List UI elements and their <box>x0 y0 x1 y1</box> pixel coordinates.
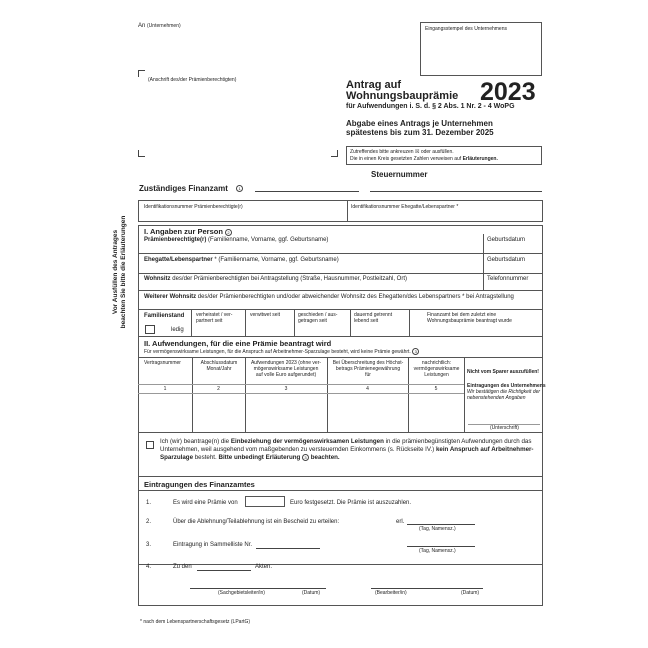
sparer-sub-bold: Eintragungen des Unternehmens <box>467 383 546 389</box>
hint-box <box>346 146 542 165</box>
fa-item3-tag: (Tag, Namensz.) <box>419 548 456 554</box>
steuernummer-input[interactable] <box>370 191 542 192</box>
col-header-2: Abschlussdatum Monat/Jahr <box>200 360 238 372</box>
bearbeiter-label: (Bearbeiter/in) <box>375 590 407 596</box>
col-header-5: nachrichtlich: vermögenswirksame Leistungen <box>413 360 460 378</box>
row3-label: Wohnsitz des/der Prämienberechtigten bei Antragstellung (Straße, Hausnummer, Postleitzahl, Ort) <box>144 276 408 282</box>
address-corner-tl <box>138 70 145 77</box>
akten-input[interactable] <box>197 570 251 571</box>
hint-marker-icon: 2 <box>225 229 232 236</box>
fa-item3-sign[interactable] <box>407 546 475 547</box>
partner-id-input[interactable] <box>350 208 540 220</box>
col-divider <box>192 357 193 432</box>
col-number-5: 5 <box>434 386 438 392</box>
fa-item4-a: Zu den <box>173 564 192 570</box>
fs-getrennt[interactable]: dauernd getrennt lebend seit <box>354 312 393 324</box>
datum-label-2: (Datum) <box>461 590 480 596</box>
sparer-sign-label: (Unterschrift) <box>490 425 519 431</box>
steuernummer-label: Steuernummer <box>371 170 428 179</box>
consent-text: Ich (wir) beantrage(n) die Einbeziehung der vermögenswirksamen Leistungen in die prämienbegünstigten Aufwendungen durch das Unternehmen, weil ausgehend vom maßgebenden zu versteuernden Einkommens (s. Rückseite IV.) kein Anspruch auf Arbeitnehmer-Sparzulage besteht. Bitte unbedingt Erläuterung 3 beachten. <box>160 438 534 462</box>
praemienberechtigter-input[interactable] <box>141 244 479 253</box>
ehegatte-input[interactable] <box>141 264 479 273</box>
praemie-input[interactable] <box>245 496 285 507</box>
colnum-bottom <box>138 393 464 394</box>
vertragsnummer-input[interactable] <box>140 395 190 431</box>
id-divider <box>347 201 348 221</box>
partner-id-label: Identifikationsnummer Ehegatte/Lebenspartner * <box>351 204 459 210</box>
col-number-1: 1 <box>163 386 167 392</box>
sec2-line <box>138 357 543 358</box>
sec-divider <box>138 336 543 337</box>
side-text-line1: Vor Ausfüllen des Antrages <box>112 229 119 315</box>
fa-item2-erl: erl. <box>396 519 405 525</box>
side-text-block <box>112 172 132 372</box>
col-header-3: Aufwendungen 2023 (ohne ver- mögenswirksame Leistungen auf volle Euro aufgerundet) <box>250 360 322 378</box>
col-header-4: Bei Überschreitung des Höchst- betrags Prämienegewährung für <box>332 360 404 378</box>
fs-finanzamt[interactable]: Finanzamt bei dem zuletzt eine Wohnungsbauprämie beantragt wurde <box>427 312 512 324</box>
subtitle: für Aufwendungen i. S. d. § 2 Abs. 1 Nr. 2 - 4 WoPG <box>346 103 515 110</box>
familienstand-label: Familienstand <box>144 313 185 319</box>
sachgebiet-label: (Sachgebietsleiter/in) <box>218 590 265 596</box>
fa-item2-a: Über die Ablehnung/Teilablehnung ist ein Bescheid zu erteilen: <box>173 519 340 525</box>
abschlussdatum-input[interactable] <box>194 395 243 431</box>
col-header-1: Vertragsnummer <box>144 360 181 366</box>
footnote: * nach dem Lebenspartnerschaftsgesetz (LPartG) <box>140 619 251 625</box>
stamp-label: Eingangsstempel des Unternehmens <box>425 26 507 32</box>
col-number-4: 4 <box>366 386 369 392</box>
fa-item2-num: 2. <box>146 519 152 525</box>
fs-divider <box>191 309 192 336</box>
fa-item2-tag: (Tag, Namensz.) <box>419 526 456 532</box>
datum-label-1: (Datum) <box>302 590 321 596</box>
row2-right: Geburtsdatum <box>487 257 526 263</box>
title-line2: Wohnungsbauprämie <box>346 90 459 102</box>
section2-title: II. Aufwendungen, für die eine Prämie beantragt wird <box>144 339 332 348</box>
fa-title-line <box>138 490 543 491</box>
col-number-3: 3 <box>284 386 288 392</box>
colnum-top <box>138 384 464 385</box>
wohnsitz-input[interactable] <box>141 283 479 290</box>
bearbeiter-sign-line[interactable] <box>371 588 483 589</box>
fs-verwitwet[interactable]: verwitwet seit <box>250 312 281 318</box>
finanzamt-section-frame <box>138 476 543 606</box>
finanzamt-input[interactable] <box>255 191 359 192</box>
vl-leistungen-input[interactable] <box>410 395 462 431</box>
abgabe-line1: Abgabe eines Antrags je Unternehmen <box>346 119 493 128</box>
person-id-input[interactable] <box>140 208 340 220</box>
title-line1: Antrag auf <box>346 79 401 91</box>
section2-subtitle: Für vermögenswirksame Leistungen, für die Anspruch auf Arbeitnehmer-Sparzulage besteht, wird keine Prämie gewährt. 3 <box>144 348 419 355</box>
fs-divider <box>350 309 351 336</box>
sec1-right-divider <box>483 234 484 274</box>
ledig-label: ledig <box>171 327 184 333</box>
fs-divider <box>409 309 410 336</box>
address-corner-bl <box>138 150 145 157</box>
sec1-right-divider <box>483 273 484 290</box>
fa-item2-sign[interactable] <box>407 524 475 525</box>
fa-item1-num: 1. <box>146 500 152 506</box>
eingangsstempel-box <box>420 22 542 76</box>
row2-label: Ehegatte/Lebenspartner * (Familienname, Vorname, ggf. Geburtsname) <box>144 257 339 263</box>
fa-item1-a: Es wird eine Prämie von <box>173 500 238 506</box>
hoechstbetrag-input[interactable] <box>329 395 406 431</box>
ledig-checkbox[interactable] <box>145 325 155 334</box>
row1-label: Prämienberechtigte(r) (Familienname, Vorname, ggf. Geburtsname) <box>144 237 329 243</box>
sammelliste-input[interactable] <box>256 548 320 549</box>
sec1-line <box>138 253 543 254</box>
col-divider <box>464 357 465 432</box>
finanzamt-label: Zuständiges Finanzamt 1 <box>139 184 243 193</box>
col-number-2: 2 <box>217 386 220 392</box>
hint-line1: Zutreffendes bitte ankreuzen ☒ oder ausfüllen. <box>350 149 454 155</box>
sparer-title: Nicht vom Sparer auszufüllen! <box>467 369 539 375</box>
row1-right: Geburtsdatum <box>487 237 526 243</box>
year: 2023 <box>480 78 536 106</box>
section1-title: I. Angaben zur Person 2 <box>144 227 232 236</box>
finanzamt-section-title: Eintragungen des Finanzamtes <box>144 480 255 489</box>
hint-line2: Die in einen Kreis gesetzten Zahlen verweisen auf Erläuterungen. <box>350 156 498 162</box>
hint-marker-icon: 3 <box>302 454 309 461</box>
person-id-label: Identifikationsnummer Prämienberechtigte(r) <box>144 204 243 210</box>
fa-item4-num: 4. <box>146 564 152 570</box>
row3-right: Telefonnummer <box>487 276 529 282</box>
fs-divider <box>245 309 246 336</box>
sparer-sub: Wir bestätigen die Richtigkeit der nebenstehenden Angaben <box>467 389 541 401</box>
side-text-line2: beachten Sie bitte die Erläuterungen <box>120 215 127 329</box>
sachgebiet-sign-line[interactable] <box>190 588 326 589</box>
hint-marker-icon: 1 <box>236 185 243 192</box>
sec1-line <box>138 290 543 291</box>
fs-verheiratet[interactable]: verheiratet / ver- partnert seit <box>196 312 233 324</box>
fa-item3-a: Eintragung in Sammelliste Nr. <box>173 542 253 548</box>
fa-item1-b: Euro festgesetzt. Die Prämie ist auszuzahlen. <box>290 500 412 506</box>
sec2-line <box>138 432 543 433</box>
hint-marker-icon: 3 <box>412 348 419 355</box>
fa-item3-num: 3. <box>146 542 152 548</box>
address-corner-br <box>331 150 338 157</box>
abgabe-line2: spätestens bis zum 31. Dezember 2025 <box>346 128 494 137</box>
an-label: An (Unternehmen) <box>138 23 181 29</box>
fs-divider <box>294 309 295 336</box>
consent-checkbox[interactable] <box>146 441 154 449</box>
row4-label: Weiterer Wohnsitz des/der Prämienberechtigten und/oder abweichender Wohnsitz des Ehegatten/des Lebenspartners * bei Antragstellung <box>144 294 514 300</box>
anschrift-label: (Anschrift des/der Prämienberechtigten) <box>148 77 237 83</box>
fs-geschieden[interactable]: geschieden / aus- getragen seit <box>298 312 338 324</box>
fa-item4-b: Akten. <box>255 564 273 570</box>
aufwendungen-input[interactable] <box>247 395 325 431</box>
sec1-line <box>138 309 543 310</box>
